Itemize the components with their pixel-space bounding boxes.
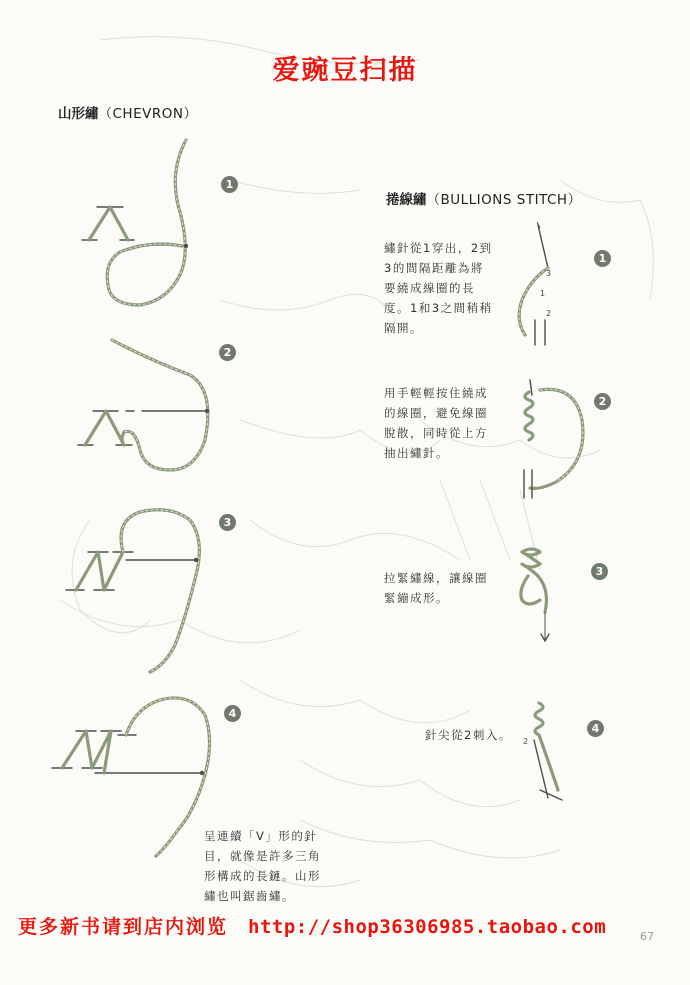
chevron-note: 呈連續「V」形的針 目，就像是許多三角 形構成的長鏈。山形 繡也叫鋸齒繡。 — [204, 829, 321, 903]
bullions-label-4-2: 2 — [523, 737, 529, 746]
chevron-step-3-badge: 3 — [219, 514, 236, 531]
bullions-diagram-1 — [519, 222, 551, 345]
chevron-title-en: （CHEVRON） — [98, 106, 198, 122]
chevron-diagram-1 — [82, 140, 188, 305]
footer-shop-link[interactable]: http://shop36306985.taobao.com — [248, 916, 607, 938]
chevron-step-2-badge: 2 — [219, 344, 236, 361]
bullions-label-3: 3 — [546, 269, 552, 278]
footer-promo-text: 更多新书请到店内浏览 — [18, 916, 229, 938]
footer-promo — [18, 912, 606, 939]
bullions-label-2: 2 — [546, 309, 552, 318]
scan-watermark: 爱豌豆扫描 — [272, 55, 418, 86]
chevron-step-1-badge: 1 — [221, 176, 238, 193]
bullions-step-4-badge: 4 — [587, 720, 604, 737]
chevron-title-zh: 山形繡 — [58, 106, 99, 122]
bullions-note-2: 用手輕輕按住繞成 的線圈，避免線圈 脫散，同時從上方 抽出繡針。 — [384, 386, 488, 460]
bullions-note-4: 針尖從2刺入。 — [425, 728, 512, 742]
bullions-note-1: 繡針從1穿出，2到 3的間隔距離為將 要繞成線圈的長 度。1和3之間稍稍 隔開。 — [384, 241, 493, 335]
bullions-title-en: （BULLIONS STITCH） — [426, 192, 582, 208]
chevron-step-4-badge: 4 — [224, 705, 241, 722]
chevron-diagram-2 — [78, 340, 209, 470]
chevron-diagram-4 — [52, 698, 210, 856]
bullions-step-1-badge: 1 — [594, 250, 611, 267]
chevron-diagram-3 — [66, 510, 199, 672]
page-number: 67 — [640, 930, 654, 943]
bullions-step-2-badge: 2 — [594, 393, 611, 410]
bullions-label-1: 1 — [540, 289, 546, 298]
bullions-title-zh: 捲線繡 — [386, 192, 427, 208]
bullions-note-3: 拉緊繡線，讓線圈 緊繃成形。 — [384, 571, 488, 605]
bullions-diagram-2 — [524, 380, 583, 498]
bullions-diagram-3 — [521, 549, 549, 641]
bullions-diagram-4 — [523, 703, 562, 800]
bullions-step-3-badge: 3 — [591, 563, 608, 580]
